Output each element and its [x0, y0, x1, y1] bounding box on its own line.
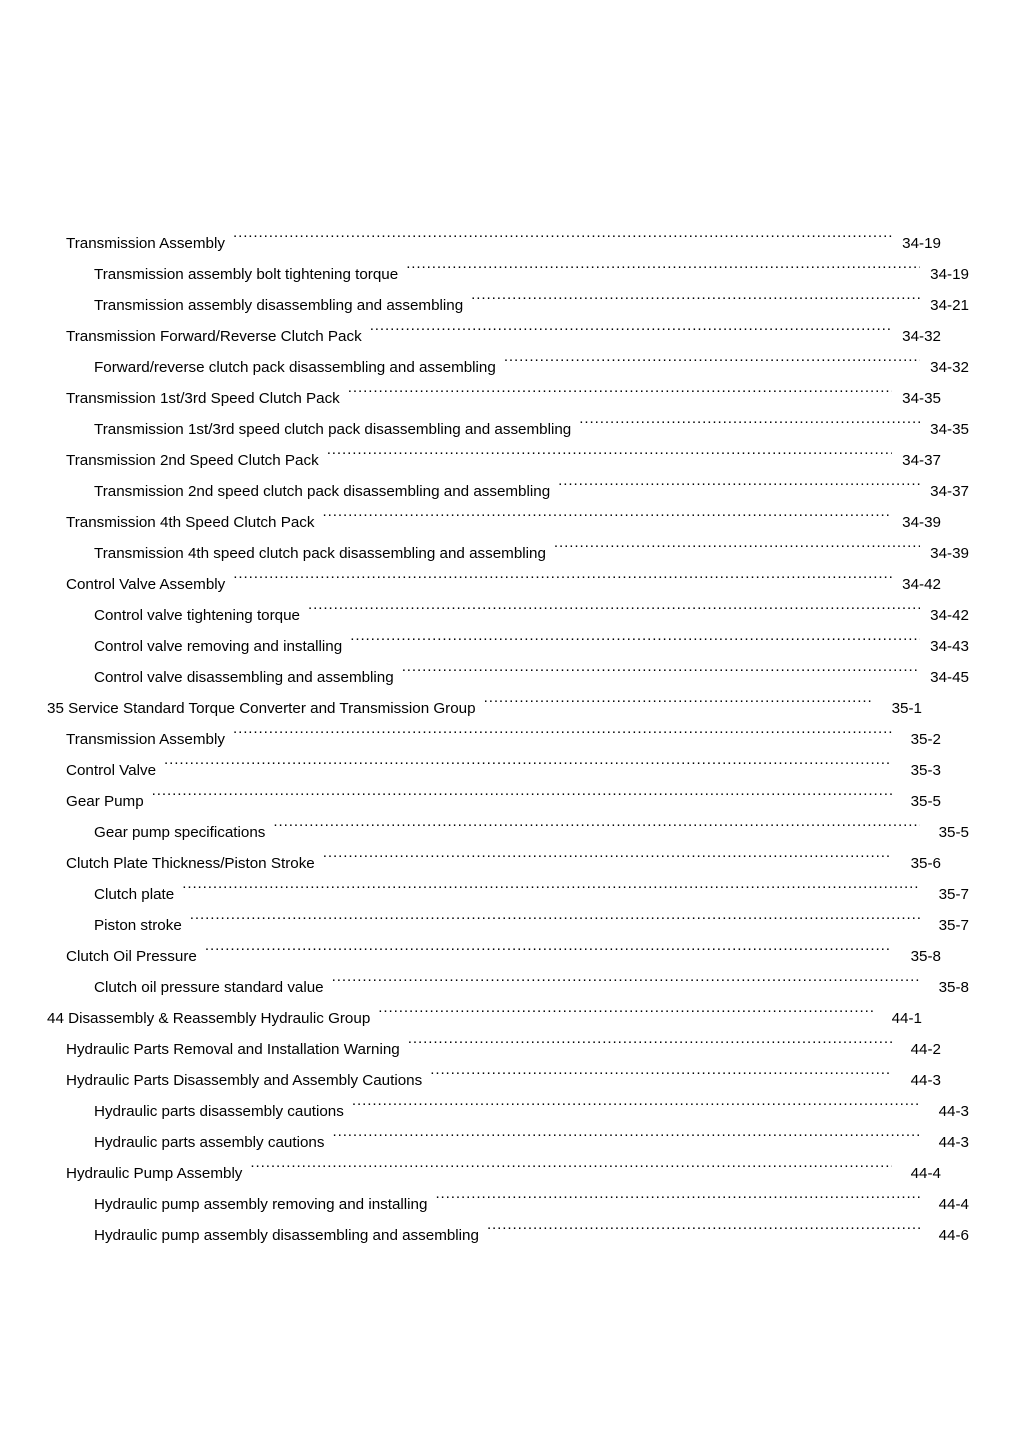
toc-entry[interactable]	[47, 507, 941, 538]
toc-entry-title: Transmission 4th speed clutch pack disassembling and assembling	[94, 545, 546, 562]
toc-entry-page-number: 34-45	[930, 669, 969, 686]
dot-leader	[471, 295, 920, 310]
toc-entry-title: Transmission assembly bolt tightening torque	[94, 266, 399, 283]
toc-entry-page-number: 34-19	[902, 235, 941, 252]
toc-entry[interactable]	[47, 290, 969, 321]
toc-entry-page-number: 34-42	[930, 607, 969, 624]
dot-leader	[487, 1225, 920, 1240]
toc-entry-title: Transmission assembly disassembling and assembling	[94, 297, 464, 314]
dot-leader	[233, 233, 892, 248]
toc-entry-title: Transmission 4th Speed Clutch Pack	[66, 514, 315, 531]
dot-leader	[205, 946, 892, 961]
dot-leader	[378, 1008, 873, 1023]
toc-entry-title: Control Valve Assembly	[66, 576, 226, 593]
toc-entry[interactable]	[47, 662, 969, 693]
toc-entry-page-number: 34-32	[930, 359, 969, 376]
toc-entry-page-number: 44-3	[910, 1072, 941, 1089]
toc-entry-page-number: 44-2	[910, 1041, 941, 1058]
toc-entry[interactable]	[47, 1189, 969, 1220]
toc-entry-page-number: 34-37	[902, 452, 941, 469]
toc-entry[interactable]	[47, 321, 941, 352]
toc-entry[interactable]	[47, 445, 941, 476]
toc-entry-title: Control valve disassembling and assembling	[94, 669, 394, 686]
toc-entry[interactable]	[47, 569, 941, 600]
dot-leader	[430, 1070, 892, 1085]
toc-entry[interactable]	[47, 1065, 941, 1096]
dot-leader	[504, 357, 920, 372]
toc-entry-page-number: 35-7	[938, 886, 969, 903]
toc-entry-page-number: 34-39	[930, 545, 969, 562]
toc-entry-title: Control valve removing and installing	[94, 638, 343, 655]
dot-leader	[350, 636, 920, 651]
toc-entry-title: Transmission 1st/3rd speed clutch pack disassembling and assembling	[94, 421, 572, 438]
toc-entry[interactable]	[47, 228, 941, 259]
toc-entry-title: Hydraulic Parts Removal and Installation Warning	[66, 1041, 400, 1058]
toc-entry-page-number: 35-6	[910, 855, 941, 872]
toc-entry[interactable]	[47, 941, 941, 972]
toc-entry-page-number: 34-35	[902, 390, 941, 407]
toc-entry[interactable]	[47, 755, 941, 786]
dot-leader	[233, 574, 892, 589]
toc-entry-page-number: 44-6	[938, 1227, 969, 1244]
toc-entry[interactable]	[47, 1034, 941, 1065]
toc-entry-list	[0, 228, 1024, 1251]
toc-entry-page-number: 35-1	[891, 700, 922, 717]
toc-entry-page-number: 44-3	[938, 1103, 969, 1120]
toc-entry-title: Hydraulic pump assembly disassembling and assembling	[94, 1227, 479, 1244]
toc-entry-page-number: 35-8	[938, 979, 969, 996]
toc-entry-title: Hydraulic pump assembly removing and installing	[94, 1196, 428, 1213]
toc-entry[interactable]	[47, 693, 922, 724]
toc-entry-title: Transmission Forward/Reverse Clutch Pack	[66, 328, 362, 345]
toc-entry-title: 35 Service Standard Torque Converter and Transmission Group	[47, 700, 476, 717]
dot-leader	[408, 1039, 892, 1054]
toc-entry-page-number: 34-37	[930, 483, 969, 500]
toc-entry[interactable]	[47, 259, 969, 290]
toc-entry-title: Gear pump specifications	[94, 824, 266, 841]
toc-entry[interactable]	[47, 1158, 941, 1189]
toc-entry[interactable]	[47, 383, 941, 414]
dot-leader	[273, 822, 920, 837]
toc-entry-title: Clutch oil pressure standard value	[94, 979, 324, 996]
toc-entry[interactable]	[47, 538, 969, 569]
dot-leader	[323, 853, 892, 868]
toc-entry-title: Piston stroke	[94, 917, 182, 934]
toc-entry-page-number: 35-2	[910, 731, 941, 748]
dot-leader	[308, 605, 920, 620]
dot-leader	[152, 791, 892, 806]
toc-entry-page-number: 34-32	[902, 328, 941, 345]
toc-entry-page-number: 44-1	[891, 1010, 922, 1027]
toc-entry-title: Clutch Plate Thickness/Piston Stroke	[66, 855, 315, 872]
toc-entry-title: Gear Pump	[66, 793, 144, 810]
toc-entry-page-number: 34-42	[902, 576, 941, 593]
toc-entry-page-number: 44-3	[938, 1134, 969, 1151]
toc-entry[interactable]	[47, 414, 969, 445]
toc-entry-page-number: 44-4	[910, 1165, 941, 1182]
toc-entry[interactable]	[47, 786, 941, 817]
dot-leader	[190, 915, 920, 930]
toc-entry[interactable]	[47, 848, 941, 879]
dot-leader	[435, 1194, 920, 1209]
toc-entry-title: Hydraulic parts disassembly cautions	[94, 1103, 344, 1120]
toc-entry-title: Hydraulic Parts Disassembly and Assembly Cautions	[66, 1072, 423, 1089]
dot-leader	[352, 1101, 920, 1116]
toc-entry-title: Transmission 1st/3rd Speed Clutch Pack	[66, 390, 340, 407]
toc-entry-title: Clutch Oil Pressure	[66, 948, 197, 965]
toc-entry-title: Transmission Assembly	[66, 235, 225, 252]
dot-leader	[327, 450, 892, 465]
toc-entry-page-number: 34-35	[930, 421, 969, 438]
toc-entry-page-number: 34-21	[930, 297, 969, 314]
toc-entry-page-number: 35-5	[910, 793, 941, 810]
toc-entry-page-number: 34-39	[902, 514, 941, 531]
toc-entry[interactable]	[47, 352, 969, 383]
toc-entry[interactable]	[47, 1096, 969, 1127]
toc-entry[interactable]	[47, 724, 941, 755]
toc-entry-title: Transmission 2nd Speed Clutch Pack	[66, 452, 319, 469]
toc-entry-title: 44 Disassembly & Reassembly Hydraulic Group	[47, 1010, 371, 1027]
toc-entry-title: Hydraulic parts assembly cautions	[94, 1134, 325, 1151]
dot-leader	[579, 419, 920, 434]
dot-leader	[182, 884, 920, 899]
toc-entry[interactable]	[47, 476, 969, 507]
toc-entry[interactable]	[47, 879, 969, 910]
dot-leader	[370, 326, 892, 341]
toc-entry[interactable]	[47, 972, 969, 1003]
toc-entry[interactable]	[47, 600, 969, 631]
toc-entry-page-number: 35-5	[938, 824, 969, 841]
toc-entry[interactable]	[47, 1003, 922, 1034]
dot-leader	[332, 977, 920, 992]
toc-entry-page-number: 35-8	[910, 948, 941, 965]
dot-leader	[164, 760, 892, 775]
dot-leader	[402, 667, 920, 682]
toc-entry-page-number: 34-19	[930, 266, 969, 283]
toc-entry[interactable]	[47, 817, 969, 848]
toc-entry[interactable]	[47, 910, 969, 941]
toc-entry-page-number: 35-3	[910, 762, 941, 779]
dot-leader	[348, 388, 892, 403]
toc-entry-page-number: 34-43	[930, 638, 969, 655]
toc-entry-page-number: 44-4	[938, 1196, 969, 1213]
toc-entry-title: Forward/reverse clutch pack disassembling and assembling	[94, 359, 496, 376]
dot-leader	[233, 729, 892, 744]
toc-entry-page-number: 35-7	[938, 917, 969, 934]
toc-entry-title: Hydraulic Pump Assembly	[66, 1165, 243, 1182]
dot-leader	[484, 698, 873, 713]
dot-leader	[554, 543, 920, 558]
toc-entry-title: Transmission Assembly	[66, 731, 225, 748]
toc-entry-title: Control Valve	[66, 762, 157, 779]
toc-entry[interactable]	[47, 1220, 969, 1251]
toc-entry-title: Transmission 2nd speed clutch pack disassembling and assembling	[94, 483, 551, 500]
toc-entry[interactable]	[47, 1127, 969, 1158]
dot-leader	[558, 481, 920, 496]
dot-leader	[322, 512, 892, 527]
dot-leader	[250, 1163, 892, 1178]
dot-leader	[406, 264, 920, 279]
toc-entry-title: Clutch plate	[94, 886, 175, 903]
toc-entry[interactable]	[47, 631, 969, 662]
toc-entry-title: Control valve tightening torque	[94, 607, 301, 624]
dot-leader	[332, 1132, 920, 1147]
